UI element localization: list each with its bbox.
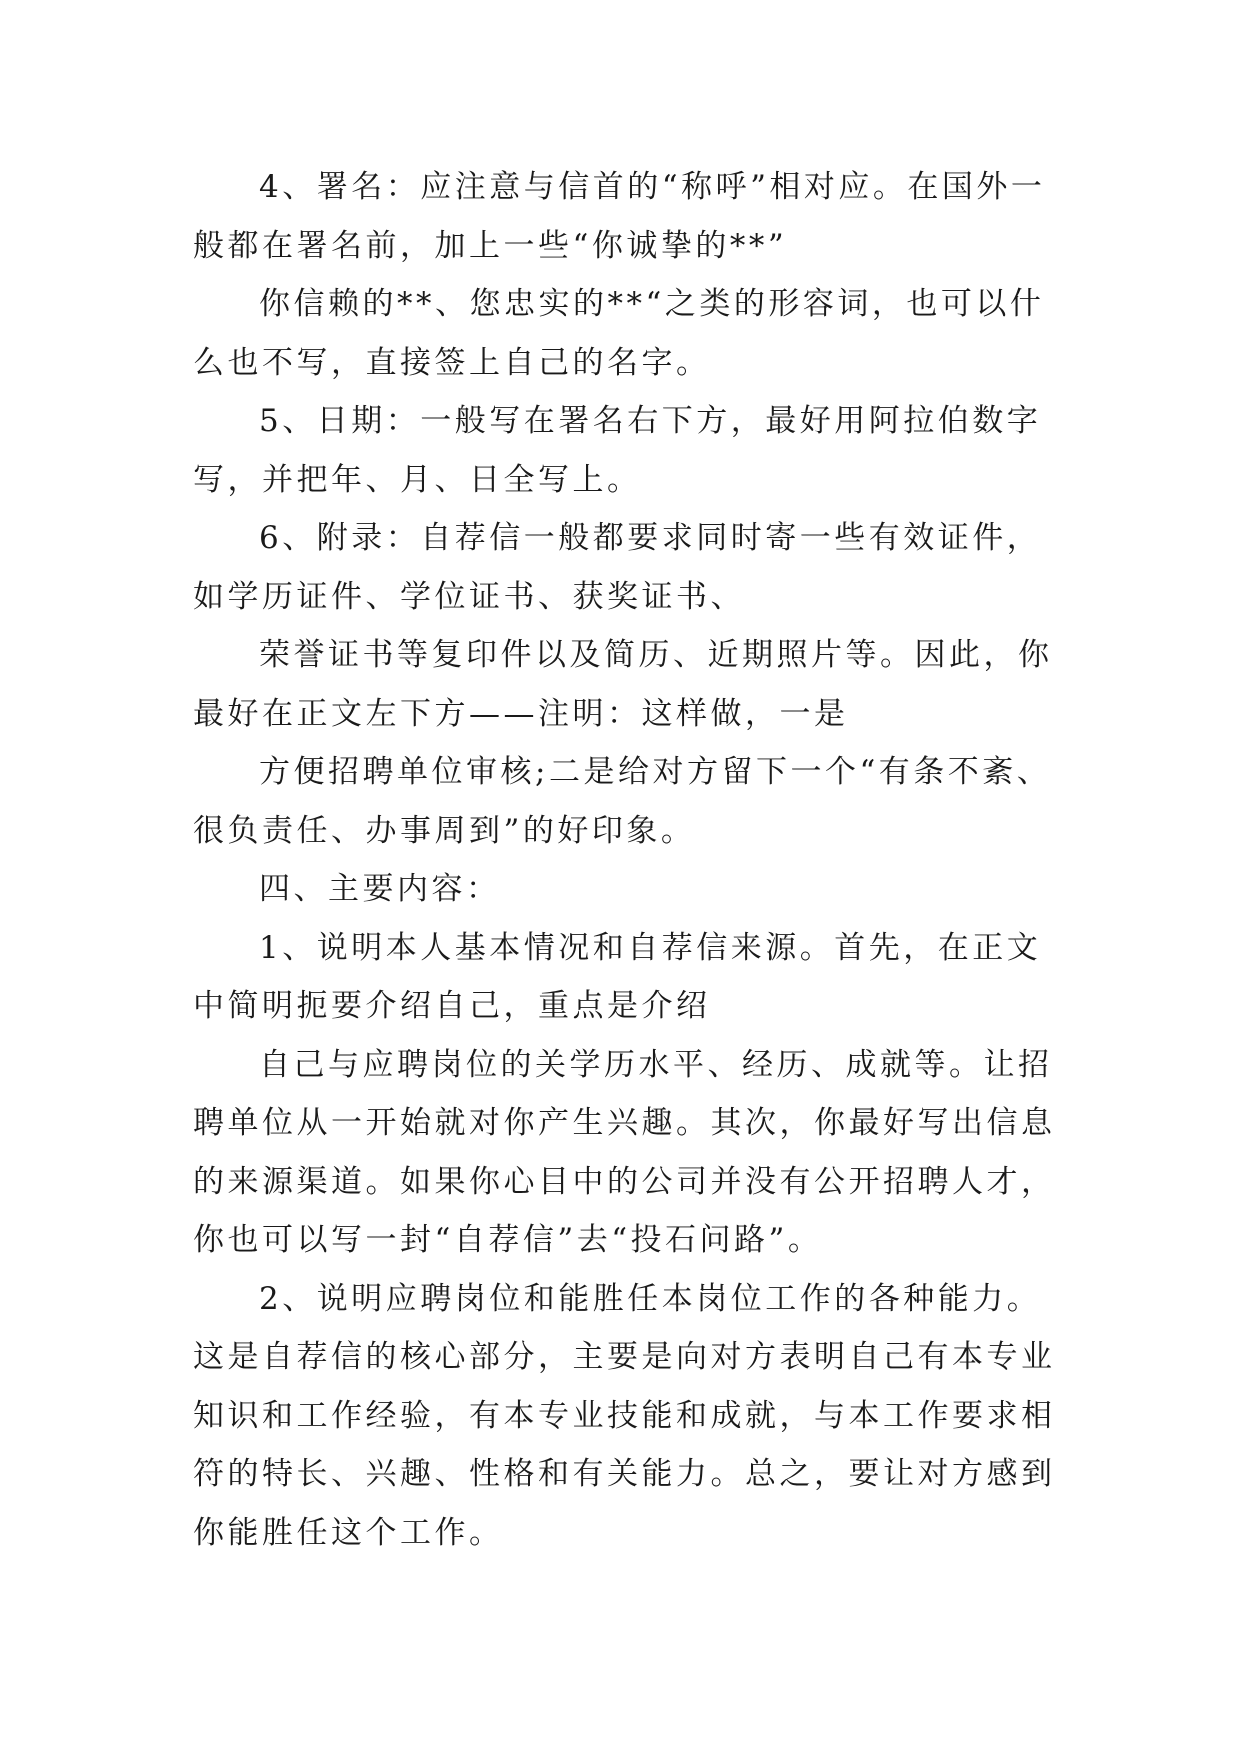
- paragraph-date: 5、日期：一般写在署名右下方，最好用阿拉伯数字写，并把年、月、日全写上。: [193, 403, 1042, 498]
- paragraph-abilities: 2、说明应聘岗位和能胜任本岗位工作的各种能力。这是自荐信的核心部分，主要是向对方表明自己有本专业知识和工作经验，有本专业技能和成就，与本工作要求相符的特长、兴趣、性格和有关能力。总之，要让对方感到你能胜任这个工作。: [193, 1280, 1056, 1551]
- document-body: [193, 158, 1073, 1562]
- paragraph-appendix-continued: 荣誉证书等复印件以及简历、近期照片等。因此，你最好在正文左下方——注明：这样做，一是: [193, 637, 1053, 732]
- paragraph-basic-info: 1、说明本人基本情况和自荐信来源。首先，在正文中简明扼要介绍自己，重点是介绍: [193, 929, 1042, 1024]
- paragraph-appendix-purpose: 方便招聘单位审核;二是给对方留下一个“有条不紊、很负责任、办事周到”的好印象。: [193, 754, 1052, 849]
- paragraph-appendix: 6、附录：自荐信一般都要求同时寄一些有效证件，如学历证件、学位证书、获奖证书、: [193, 520, 1042, 615]
- section-heading-main-content: 四、主要内容：: [259, 871, 501, 907]
- paragraph-signature: 4、署名：应注意与信首的“称呼”相对应。在国外一般都在署名前，加上一些“你诚挚的**”: [193, 169, 1046, 264]
- paragraph-signature-continued: 你信赖的**、您忠实的**“之类的形容词，也可以什么也不写，直接签上自己的名字。: [193, 286, 1045, 381]
- paragraph-basic-info-continued: 自己与应聘岗位的关学历水平、经历、成就等。让招聘单位从一开始就对你产生兴趣。其次，你最好写出信息的来源渠道。如果你心目中的公司并没有公开招聘人才，你也可以写一封“自荐信”去“投石问路”。: [193, 1046, 1056, 1258]
